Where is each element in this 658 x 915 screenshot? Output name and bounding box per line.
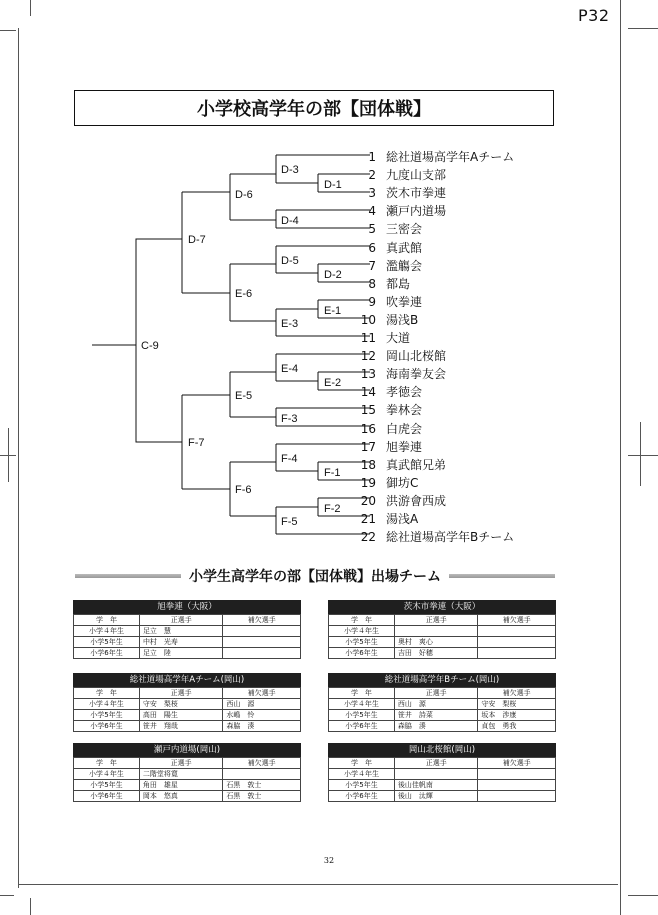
grade-cell: 小学４年生 (329, 699, 395, 710)
team-number: 20 (360, 493, 376, 508)
bracket-node-f2: F-2 (324, 503, 341, 515)
team-name: 旭拳連 (386, 439, 423, 454)
roster-table (328, 673, 556, 732)
table-row (74, 648, 301, 659)
table-row (74, 721, 301, 732)
substitute-player-cell (478, 637, 556, 648)
crop-mark (30, 898, 31, 915)
team-name: 茨木市拳連 (386, 186, 447, 201)
bracket-node-d7: D-7 (188, 234, 206, 246)
roster-header-row (329, 615, 556, 626)
team-number: 16 (360, 421, 376, 436)
regular-player-cell (394, 626, 478, 637)
substitute-player-cell (478, 769, 556, 780)
crop-mark (18, 884, 618, 885)
team-number: 15 (360, 403, 376, 418)
page-title: 小学校高学年の部【団体戦】 (74, 90, 554, 126)
team-number: 7 (368, 258, 376, 273)
team-number: 5 (368, 222, 376, 237)
bracket-node-d1: D-1 (324, 179, 342, 191)
substitute-player-cell: 西山 源 (223, 699, 301, 710)
team-entry (350, 492, 446, 509)
team-entry (350, 311, 418, 328)
regular-player-cell: 吉田 好穂 (394, 648, 478, 659)
substitute-player-cell: 守安 梨桜 (478, 699, 556, 710)
regular-player-cell (394, 769, 478, 780)
team-entry (350, 184, 446, 201)
team-name: 総社道場高学年Aチーム (386, 150, 515, 164)
bracket-node-c9: C-9 (141, 340, 159, 352)
team-number: 1 (368, 150, 376, 164)
bracket-node-f1: F-1 (324, 467, 341, 479)
bracket-node-d5: D-5 (281, 255, 299, 267)
grade-cell: 小学5年生 (74, 780, 140, 791)
grade-cell: 小学5年生 (329, 710, 395, 721)
substitute-player-cell: 石黒 敦士 (223, 780, 301, 791)
crop-mark (628, 895, 658, 896)
roster-title: 総社道場高学年Bチーム(岡山) (328, 673, 556, 687)
team-name: 孝徳会 (386, 385, 423, 400)
team-entry (350, 438, 422, 455)
table-row (329, 648, 556, 659)
roster-title: 旭拳連（大阪） (73, 600, 301, 614)
divider (449, 574, 555, 578)
roster-table (328, 743, 556, 802)
regular-player-cell: 奥村 爽心 (394, 637, 478, 648)
team-entry (350, 528, 514, 545)
regular-player-cell: 岡本 悠真 (139, 791, 222, 802)
column-header: 補欠選手 (223, 615, 301, 626)
roster-header-row (329, 758, 556, 769)
bracket-node-d4: D-4 (281, 215, 299, 227)
team-number: 21 (360, 512, 376, 526)
team-name: 海南拳友会 (386, 367, 447, 382)
table-row (329, 626, 556, 637)
section-title-text: 小学生高学年の部【団体戦】出場チーム (189, 569, 441, 585)
substitute-player-cell (223, 626, 301, 637)
bracket-node-f6: F-6 (235, 484, 252, 496)
regular-player-cell: 後山佳帆南 (394, 780, 478, 791)
column-header: 補欠選手 (478, 615, 556, 626)
page-number: 32 (323, 856, 335, 865)
bracket-node-f5: F-5 (281, 516, 298, 528)
column-header: 学 年 (74, 688, 140, 699)
substitute-player-cell: 森脇 湊 (223, 721, 301, 732)
team-entry (350, 148, 514, 165)
column-header: 補欠選手 (478, 758, 556, 769)
column-header: 正選手 (394, 758, 478, 769)
team-number: 14 (360, 385, 376, 400)
team-name: 濫觴会 (386, 258, 423, 273)
grade-cell: 小学４年生 (74, 769, 140, 780)
bracket-node-d6: D-6 (235, 189, 253, 201)
crop-mark (0, 895, 14, 896)
team-name: 吹拳連 (386, 294, 423, 309)
substitute-player-cell: 坂本 渉康 (478, 710, 556, 721)
column-header: 補欠選手 (223, 758, 301, 769)
substitute-player-cell (223, 637, 301, 648)
table-row (329, 769, 556, 780)
team-entry (350, 420, 422, 437)
regular-player-cell: 西山 源 (394, 699, 477, 710)
grade-cell: 小学6年生 (329, 721, 395, 732)
column-header: 補欠選手 (223, 688, 301, 699)
substitute-player-cell (478, 648, 556, 659)
team-number: 11 (360, 331, 376, 345)
team-number: 18 (360, 457, 376, 472)
team-name: 白虎会 (386, 421, 423, 436)
team-number: 6 (368, 240, 376, 255)
team-number: 3 (368, 186, 376, 201)
team-name: 湯浅B (386, 312, 419, 327)
column-header: 学 年 (74, 615, 140, 626)
bracket-node-f7: F-7 (188, 437, 205, 449)
table-row (74, 780, 301, 791)
team-entry (350, 202, 446, 219)
team-name: 洪游會西成 (386, 493, 447, 508)
team-entry (350, 166, 446, 183)
page-label: P32 (578, 6, 610, 25)
team-entry (350, 401, 422, 418)
roster-header-row (74, 758, 301, 769)
table-row (329, 710, 556, 721)
team-entry (350, 220, 422, 237)
team-entry (350, 474, 418, 491)
column-header: 正選手 (394, 688, 477, 699)
section-title (75, 565, 555, 587)
roster-title: 茨木市拳連（大阪） (328, 600, 556, 614)
regular-player-cell: 森脇 湊 (394, 721, 477, 732)
grade-cell: 小学5年生 (329, 637, 395, 648)
roster-title: 瀬戸内道場(岡山) (73, 743, 301, 757)
roster-table (73, 673, 301, 732)
substitute-player-cell (223, 648, 301, 659)
roster-table (73, 743, 301, 802)
team-entry (350, 383, 422, 400)
team-number: 17 (360, 439, 376, 454)
table-row (74, 791, 301, 802)
team-number: 22 (360, 530, 376, 545)
regular-player-cell: 後山 汰輝 (394, 791, 478, 802)
substitute-player-cell (478, 780, 556, 791)
column-header: 正選手 (394, 615, 478, 626)
table-row (329, 780, 556, 791)
team-name: 九度山支部 (386, 168, 447, 183)
team-name: 岡山北桜館 (386, 349, 447, 364)
team-name: 御坊C (386, 475, 419, 490)
team-number: 8 (368, 276, 376, 291)
regular-player-cell: 角田 雄星 (139, 780, 222, 791)
team-name: 湯浅A (386, 512, 419, 526)
regular-player-cell: 二階堂将寛 (139, 769, 222, 780)
table-row (74, 637, 301, 648)
roster-title: 岡山北桜館(岡山) (328, 743, 556, 757)
grade-cell: 小学6年生 (74, 721, 140, 732)
team-name: 都島 (386, 276, 411, 291)
grade-cell: 小学6年生 (329, 648, 395, 659)
substitute-player-cell (478, 626, 556, 637)
bracket-node-e6: E-6 (235, 288, 253, 300)
team-name: 三密会 (386, 222, 423, 237)
regular-player-cell: 守安 梨桜 (139, 699, 222, 710)
roster-table (73, 600, 301, 659)
team-entry (350, 510, 418, 527)
team-entry (350, 365, 446, 382)
roster-title: 総社道場高学年Aチーム(岡山) (73, 673, 301, 687)
substitute-player-cell (223, 769, 301, 780)
column-header: 学 年 (329, 688, 395, 699)
column-header: 正選手 (139, 688, 222, 699)
bracket-node-e2: E-2 (324, 377, 342, 389)
team-number: 2 (368, 168, 376, 183)
grade-cell: 小学４年生 (74, 626, 140, 637)
column-header: 学 年 (74, 758, 140, 769)
divider (75, 574, 181, 578)
grade-cell: 小学6年生 (74, 791, 140, 802)
grade-cell: 小学5年生 (74, 637, 140, 648)
column-header: 学 年 (329, 758, 395, 769)
substitute-player-cell: 貞包 勇我 (478, 721, 556, 732)
team-number: 10 (360, 312, 376, 327)
team-name: 瀬戸内道場 (386, 204, 447, 219)
table-row (74, 710, 301, 721)
team-entry (350, 347, 446, 364)
table-row (329, 721, 556, 732)
table-row (74, 769, 301, 780)
bracket-node-e1: E-1 (324, 305, 342, 317)
grade-cell: 小学４年生 (329, 626, 395, 637)
bracket-node-d2: D-2 (324, 269, 342, 281)
grade-cell: 小学6年生 (329, 791, 395, 802)
roster-table (328, 600, 556, 659)
bracket-node-d3: D-3 (281, 164, 299, 176)
team-entry (350, 456, 446, 473)
table-row (329, 791, 556, 802)
team-entry (350, 293, 422, 310)
regular-player-cell: 足立 慧 (139, 626, 223, 637)
substitute-player-cell (478, 791, 556, 802)
team-number: 4 (368, 204, 376, 219)
team-number: 12 (360, 349, 376, 364)
regular-player-cell: 高田 陽生 (139, 710, 222, 721)
roster-header-row (329, 688, 556, 699)
roster-header-row (74, 688, 301, 699)
table-row (74, 699, 301, 710)
team-number: 19 (360, 475, 376, 490)
grade-cell: 小学5年生 (329, 780, 395, 791)
team-entry (350, 239, 422, 256)
grade-cell: 小学5年生 (74, 710, 140, 721)
team-name: 総社道場高学年Bチーム (386, 530, 515, 545)
grade-cell: 小学４年生 (74, 699, 140, 710)
table-row (329, 637, 556, 648)
regular-player-cell: 笹井 翔哉 (139, 721, 222, 732)
bracket-node-e4: E-4 (281, 363, 299, 375)
bracket-node-e5: E-5 (235, 390, 253, 402)
bracket-node-f4: F-4 (281, 453, 298, 465)
team-entry (350, 257, 422, 274)
column-header: 補欠選手 (478, 688, 556, 699)
substitute-player-cell: 石黒 敦士 (223, 791, 301, 802)
team-name: 大道 (386, 331, 411, 345)
regular-player-cell: 中村 光寿 (139, 637, 223, 648)
team-entry (350, 329, 410, 346)
column-header: 正選手 (139, 615, 223, 626)
bracket-node-e3: E-3 (281, 318, 299, 330)
column-header: 正選手 (139, 758, 222, 769)
team-name: 真武館兄弟 (386, 457, 447, 472)
team-number: 13 (360, 367, 376, 382)
table-row (329, 699, 556, 710)
team-name: 拳林会 (386, 403, 423, 418)
bracket-node-f3: F-3 (281, 413, 298, 425)
table-row (74, 626, 301, 637)
team-number: 9 (368, 294, 376, 309)
regular-player-cell: 笹井 詩菜 (394, 710, 477, 721)
grade-cell: 小学４年生 (329, 769, 395, 780)
team-entry (350, 275, 410, 292)
regular-player-cell: 足立 陸 (139, 648, 223, 659)
column-header: 学 年 (329, 615, 395, 626)
roster-header-row (74, 615, 301, 626)
grade-cell: 小学6年生 (74, 648, 140, 659)
substitute-player-cell: 水嶋 怜 (223, 710, 301, 721)
team-name: 真武館 (386, 240, 423, 255)
